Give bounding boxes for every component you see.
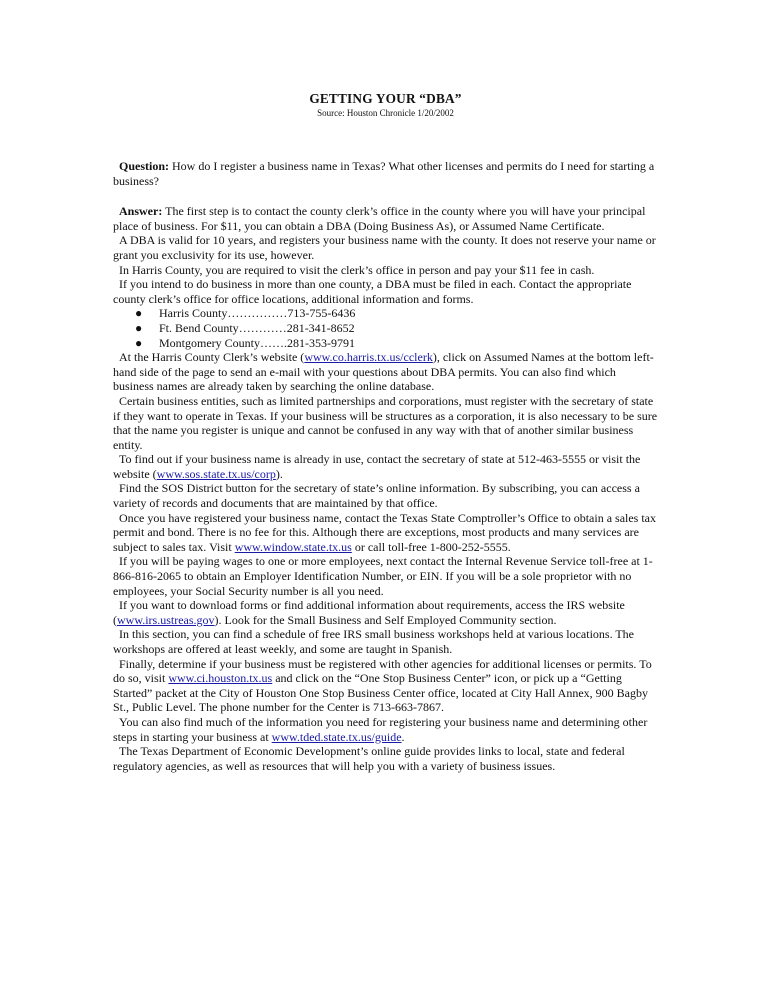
text-segment: ). — [275, 466, 283, 481]
county-phone: 281-353-9791 — [287, 335, 355, 350]
county-leader: …………… — [227, 306, 288, 321]
paragraph-irs-website — [113, 598, 658, 627]
harris-clerk-link[interactable]: www.co.harris.tx.us/cclerk — [304, 350, 433, 365]
tded-link[interactable]: www.tded.state.tx.us/guide — [271, 729, 402, 744]
paragraph-economic-development: The Texas Department of Economic Development’s online guide provides links to local, state and federal regulatory agencies, as well as resources that will help you with a variety of business issues. — [113, 744, 625, 773]
bullet-icon: ● — [135, 306, 143, 321]
text-segment: ), click on Assumed Names at the bottom left-hand side of the page to send an e-mail with your questions about DBA permits. You can also find which business names are already taken by searching the online database. — [113, 350, 654, 394]
houston-link[interactable]: www.ci.houston.tx.us — [168, 671, 273, 686]
answer-text: The first step is to contact the county clerk’s office in the county where you will have your principal place of business. For $11, you can obtain a DBA (Doing Business As), or Assumed Name Certificate. — [113, 204, 646, 233]
paragraph-multiple-counties: If you intend to do business in more than one county, a DBA must be filed in each. Contact the appropriate county clerk’s office for office locations, additional information and forms. — [113, 277, 632, 306]
paragraph-harris-website — [113, 350, 658, 394]
county-phone: 281-341-8652 — [286, 320, 355, 335]
county-phone-list — [113, 306, 658, 350]
county-name: Montgomery County — [159, 335, 260, 350]
county-leader: ………… — [238, 320, 287, 335]
answer-paragraph — [113, 204, 658, 233]
paragraph-sos-district: Find the SOS District button for the secretary of state’s online information. By subscribing, you can access a variety of records and documents that are maintained by that office. — [113, 481, 640, 511]
irs-link[interactable]: www.irs.ustreas.gov — [117, 612, 215, 627]
answer-label: Answer: — [119, 204, 163, 219]
comptroller-link[interactable]: www.window.state.tx.us — [234, 539, 352, 554]
paragraph-irs-ein: If you will be paying wages to one or more employees, next contact the Internal Revenue Service toll-free at 1-866-816-2065 to obtain an Employer Identification Number, or EIN. If you will be a sole proprietor with no employees, your Social Security number is all you need. — [113, 554, 653, 598]
county-leader: ……. — [260, 335, 287, 350]
text-segment: If you want to download forms or find additional information about requirements, access the IRS website ( — [113, 598, 625, 627]
source-citation: Source: Houston Chronicle 1/20/2002 — [317, 108, 454, 118]
question-text: How do I register a business name in Texas? What other licenses and permits do I need for starting a business? — [113, 159, 655, 188]
text-segment: You can also find much of the information you need for registering your business name and determining other steps in starting your business at — [113, 714, 648, 744]
paragraph-comptroller — [113, 511, 658, 555]
list-item — [135, 321, 658, 336]
text-segment: ). Look for the Small Business and Self Employed Community section. — [214, 612, 557, 627]
document-title: GETTING YOUR “DBA” — [309, 91, 462, 106]
county-phone: 713-755-6436 — [287, 306, 356, 321]
paragraph-tded-guide — [113, 715, 658, 744]
text-segment: At the Harris County Clerk’s website ( — [119, 350, 305, 365]
question-label: Question: — [119, 159, 170, 173]
text-segment: and click on the “One Stop Business Center” icon, or pick up a “Getting Started” packet at the City of Houston One Stop Business Center office, located at City Hall Annex, 900 Bagby St., Public Level. The phone number for the Center is 713-663-7867. — [113, 671, 649, 715]
text-segment: . — [401, 729, 405, 744]
text-segment: Finally, determine if your business must be registered with other agencies for additional licenses or permits. To do so, visit — [113, 656, 652, 686]
paragraph-irs-workshops: In this section, you can find a schedule of free IRS small business workshops held at various locations. The workshops are offered at least weekly, and some are taught in Spanish. — [113, 627, 635, 656]
paragraph-secretary-of-state — [113, 452, 658, 481]
paragraph-business-entities: Certain business entities, such as limited partnerships and corporations, must register with the secretary of state if they want to operate in Texas. If your business will be structures as a corporation, it is also necessary to be sure that the name you register is unique and cannot be confused in any way with that of another similar business entity. — [113, 393, 658, 452]
paragraph-harris-county: In Harris County, you are required to visit the clerk’s office in person and pay your $11 fee in cash. — [119, 262, 595, 277]
bullet-icon: ● — [135, 320, 143, 335]
text-segment: or call toll-free 1-800-252-5555. — [351, 539, 511, 554]
county-name: Ft. Bend County — [159, 320, 239, 335]
text-segment: Once you have registered your business name, contact the Texas State Comptroller’s Office to obtain a sales tax permit and bond. There is no fee for this. Although there are exceptions, most products and many services are subject to sales tax. Visit — [113, 510, 657, 554]
list-item — [135, 306, 658, 321]
county-name: Harris County — [159, 306, 228, 321]
sos-link[interactable]: www.sos.state.tx.us/corp — [156, 466, 276, 481]
question-paragraph — [113, 159, 658, 188]
document-page — [113, 88, 658, 773]
paragraph-dba-validity: A DBA is valid for 10 years, and registers your business name with the county. It does not reserve your name or grant you exclusivity for its use, however. — [113, 233, 656, 262]
paragraph-city-houston — [113, 657, 658, 715]
bullet-icon: ● — [135, 335, 143, 350]
list-item — [135, 336, 658, 351]
text-segment: To find out if your business name is already in use, contact the secretary of state at 512-463-5555 or visit the website ( — [113, 452, 641, 481]
